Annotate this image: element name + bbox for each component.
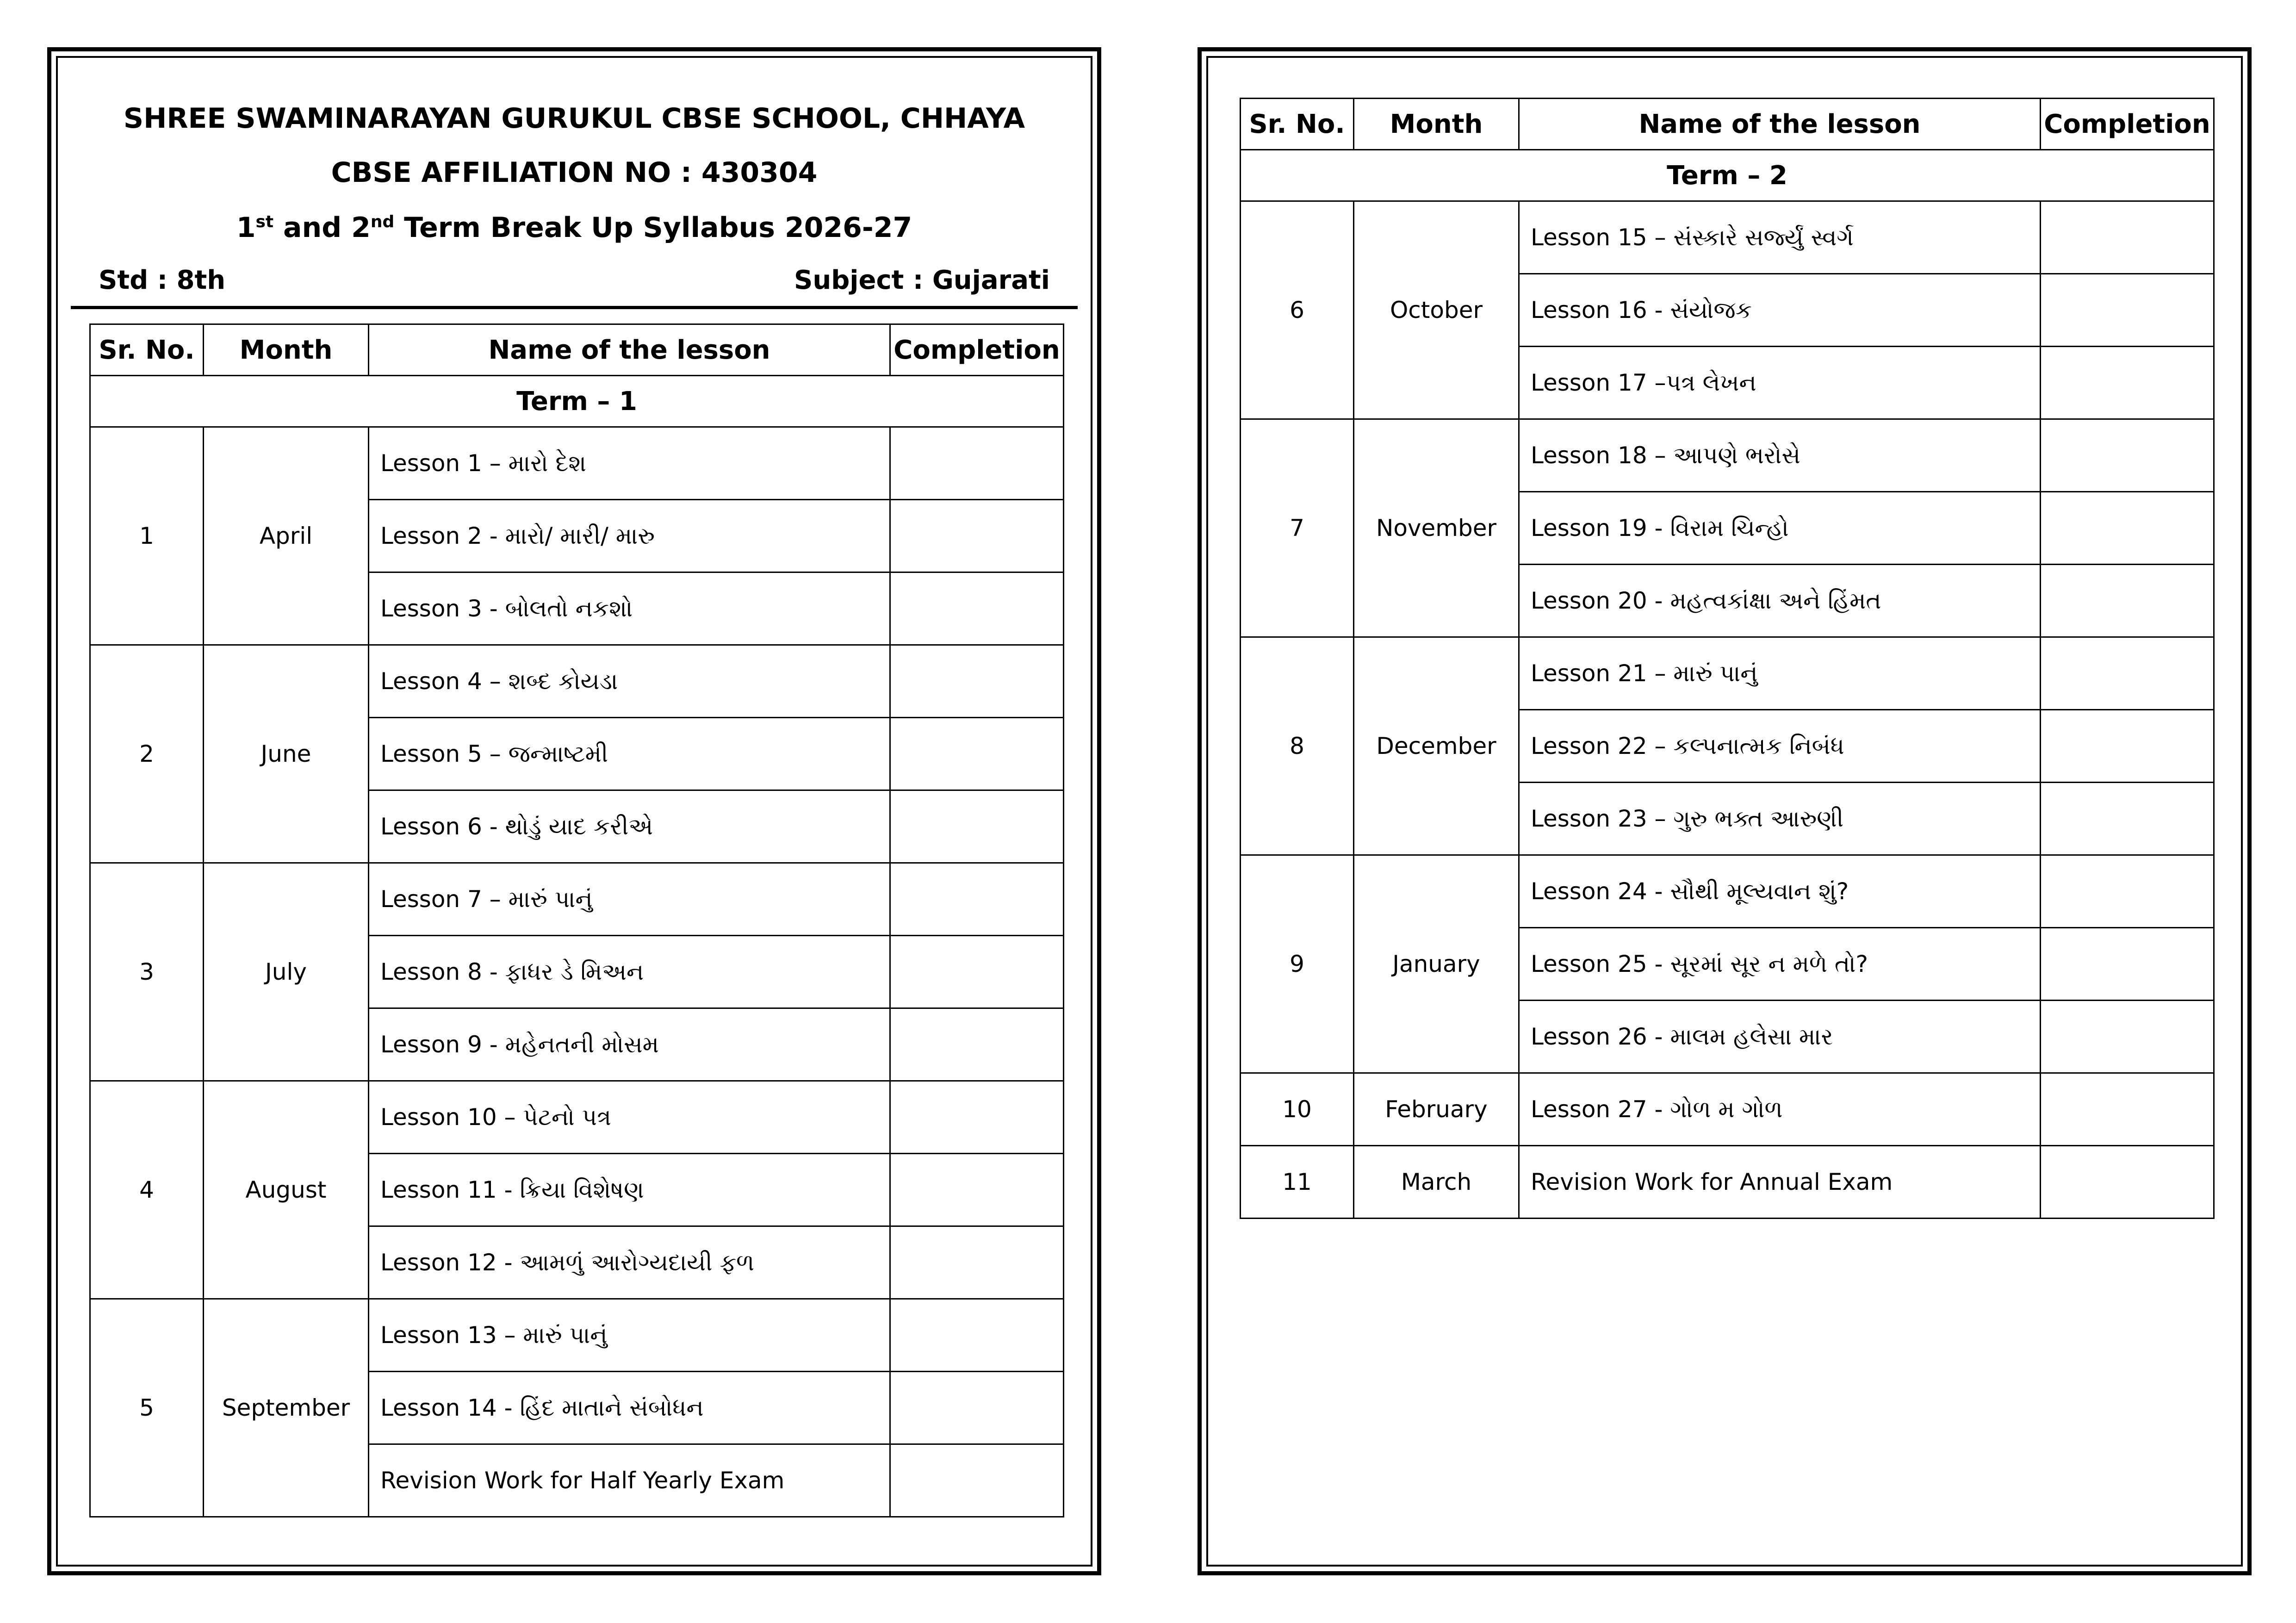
month-name: August	[204, 1081, 369, 1299]
table-row	[1241, 637, 2214, 710]
lesson-name: Lesson 21 – મારું પાનું	[1519, 637, 2041, 710]
lesson-name: Lesson 26 - માલમ હલેસા માર	[1519, 1001, 2041, 1073]
completion-cell	[2041, 928, 2214, 1001]
affiliation-number: CBSE AFFILIATION NO : 430304	[331, 156, 818, 189]
completion-cell	[890, 500, 1064, 572]
completion-cell	[890, 1154, 1064, 1226]
lesson-name: Lesson 4 – શબ્દ કોયડા	[369, 645, 890, 718]
serial-number: 5	[90, 1299, 204, 1517]
lesson-name: Lesson 10 – પેટનો પત્ર	[369, 1081, 890, 1154]
lesson-name: Lesson 27 - ગોળ મ ગોળ	[1519, 1073, 2041, 1146]
month-name: March	[1354, 1146, 1519, 1219]
table-header-row	[90, 324, 1064, 376]
lesson-name: Lesson 22 – કલ્પનાત્મક નિબંધ	[1519, 710, 2041, 783]
serial-number: 11	[1241, 1146, 1354, 1219]
completion-cell	[2041, 637, 2214, 710]
completion-cell	[890, 718, 1064, 790]
completion-cell	[890, 1372, 1064, 1444]
lesson-name: Lesson 7 – મારું પાનું	[369, 863, 890, 936]
title-first: 1	[236, 211, 256, 244]
lesson-name: Lesson 5 – જન્માષ્ટમી	[369, 718, 890, 790]
serial-number: 10	[1241, 1073, 1354, 1146]
column-header-sr-no: Sr. No.	[1241, 99, 1354, 150]
column-header-sr-no: Sr. No.	[90, 324, 204, 376]
syllabus-table-term-2	[1240, 98, 2215, 1219]
completion-cell	[2041, 855, 2214, 928]
completion-cell	[2041, 1001, 2214, 1073]
completion-cell	[890, 1299, 1064, 1372]
serial-number: 4	[90, 1081, 204, 1299]
column-header-month: Month	[204, 324, 369, 376]
completion-cell	[890, 645, 1064, 718]
month-name: September	[204, 1299, 369, 1517]
lesson-name: Lesson 15 – સંસ્કારે સર્જ્યું સ્વર્ગ	[1519, 201, 2041, 274]
month-name: November	[1354, 419, 1519, 637]
lesson-name: Lesson 8 - ફાધર ડે મિઅન	[369, 936, 890, 1008]
table-row	[90, 645, 1064, 718]
lesson-name: Lesson 3 - બોલતો નકશો	[369, 572, 890, 645]
school-name: SHREE SWAMINARAYAN GURUKUL CBSE SCHOOL, CHHAYA	[123, 102, 1025, 135]
table-row	[1241, 855, 2214, 928]
month-name: July	[204, 863, 369, 1081]
lesson-name: Lesson 24 - સૌથી મૂલ્યવાન શું?	[1519, 855, 2041, 928]
completion-cell	[2041, 419, 2214, 492]
lesson-name: Lesson 16 - સંયોજક	[1519, 274, 2041, 347]
completion-cell	[890, 572, 1064, 645]
subject-label: Subject : Gujarati	[794, 265, 1050, 295]
lesson-name: Lesson 20 - મહત્વકાંક્ષા અને હિંમત	[1519, 565, 2041, 637]
header-divider	[71, 306, 1078, 309]
month-name: October	[1354, 201, 1519, 419]
syllabus-table-term-1	[89, 323, 1064, 1517]
completion-cell	[890, 863, 1064, 936]
completion-cell	[2041, 274, 2214, 347]
lesson-name: Lesson 1 – મારો દેશ	[369, 427, 890, 500]
completion-cell	[890, 790, 1064, 863]
month-name: January	[1354, 855, 1519, 1073]
syllabus-page-term-2	[1198, 47, 2252, 1575]
title-rest: Term Break Up Syllabus 2026-27	[394, 211, 912, 244]
completion-cell	[2041, 1073, 2214, 1146]
month-name: February	[1354, 1073, 1519, 1146]
table-row	[1241, 1146, 2214, 1219]
serial-number: 8	[1241, 637, 1354, 855]
serial-number: 6	[1241, 201, 1354, 419]
lesson-name: Lesson 23 – ગુરુ ભક્ત આરુણી	[1519, 783, 2041, 855]
completion-cell	[2041, 347, 2214, 419]
lesson-name: Lesson 11 - ક્રિયા વિશેષણ	[369, 1154, 890, 1226]
syllabus-page-term-1	[47, 47, 1101, 1575]
column-header-lesson-name: Name of the lesson	[369, 324, 890, 376]
term-label: Term – 1	[90, 376, 1064, 427]
lesson-name: Lesson 17 –પત્ર લેખન	[1519, 347, 2041, 419]
lesson-name: Lesson 9 - મહેનતની મોસમ	[369, 1008, 890, 1081]
lesson-name: Revision Work for Half Yearly Exam	[369, 1444, 890, 1517]
completion-cell	[2041, 492, 2214, 565]
syllabus-title	[51, 209, 1097, 246]
column-header-completion: Completion	[890, 324, 1064, 376]
column-header-lesson-name: Name of the lesson	[1519, 99, 2041, 150]
month-name: December	[1354, 637, 1519, 855]
serial-number: 2	[90, 645, 204, 863]
term-row	[1241, 150, 2214, 201]
lesson-name: Lesson 14 - હિંદ માતાને સંબોધન	[369, 1372, 890, 1444]
completion-cell	[890, 1008, 1064, 1081]
completion-cell	[2041, 565, 2214, 637]
table-row	[1241, 419, 2214, 492]
lesson-name: Lesson 19 - વિરામ ચિન્હો	[1519, 492, 2041, 565]
table-row	[90, 1081, 1064, 1154]
serial-number: 7	[1241, 419, 1354, 637]
title-second-suffix: nd	[370, 212, 395, 231]
lesson-name: Lesson 12 - આમળું આરોગ્યદાયી ફળ	[369, 1226, 890, 1299]
completion-cell	[2041, 1146, 2214, 1219]
lesson-name: Lesson 18 – આપણે ભરોસે	[1519, 419, 2041, 492]
completion-cell	[2041, 201, 2214, 274]
completion-cell	[890, 1444, 1064, 1517]
column-header-completion: Completion	[2041, 99, 2214, 150]
table-row	[1241, 201, 2214, 274]
completion-cell	[890, 936, 1064, 1008]
completion-cell	[2041, 710, 2214, 783]
lesson-name: Revision Work for Annual Exam	[1519, 1146, 2041, 1219]
table-row	[90, 427, 1064, 500]
lesson-name: Lesson 2 - મારો/ મારી/ મારુ	[369, 500, 890, 572]
serial-number: 3	[90, 863, 204, 1081]
table-row	[90, 1299, 1064, 1372]
completion-cell	[890, 1081, 1064, 1154]
title-mid: and 2	[273, 211, 371, 244]
month-name: April	[204, 427, 369, 645]
column-header-month: Month	[1354, 99, 1519, 150]
term-row	[90, 376, 1064, 427]
lesson-name: Lesson 25 - સૂરમાં સૂર ન મળે તો?	[1519, 928, 2041, 1001]
lesson-name: Lesson 6 - થોડું યાદ કરીએ	[369, 790, 890, 863]
serial-number: 9	[1241, 855, 1354, 1073]
completion-cell	[890, 427, 1064, 500]
term-label: Term – 2	[1241, 150, 2214, 201]
table-row	[90, 863, 1064, 936]
title-first-suffix: st	[255, 212, 274, 231]
month-name: June	[204, 645, 369, 863]
completion-cell	[2041, 783, 2214, 855]
table-header-row	[1241, 99, 2214, 150]
lesson-name: Lesson 13 – મારું પાનું	[369, 1299, 890, 1372]
standard-label: Std : 8th	[99, 265, 226, 295]
completion-cell	[890, 1226, 1064, 1299]
serial-number: 1	[90, 427, 204, 645]
table-row	[1241, 1073, 2214, 1146]
